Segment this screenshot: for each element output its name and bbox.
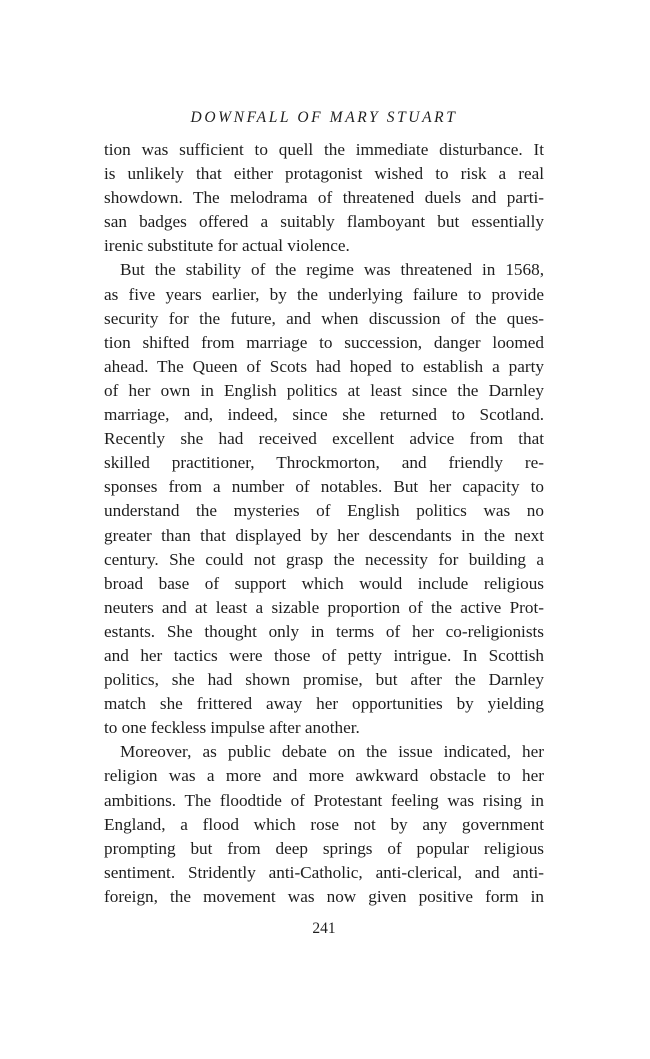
paragraph [104,740,544,909]
text-line: prompting but from deep springs of popular religious [104,838,544,858]
text-line: irenic substitute for actual violence. [104,236,350,256]
text-line: foreign, the movement was now given positive form in [104,886,544,906]
text-line: tion shifted from marriage to succession, danger loomed [104,332,544,352]
text-line: showdown. The melodrama of threatened duels and parti- [104,188,544,208]
text-line: But the stability of the regime was threatened in 1568, [120,260,544,280]
running-head: DOWNFALL OF MARY STUART [190,109,458,126]
text-line: Recently she had received excellent advice from that [104,429,544,449]
text-line: broad base of support which would include religious [104,573,544,593]
paragraph [104,258,544,740]
text-line: of her own in English politics at least since the Darnley [104,380,544,400]
text-line: politics, she had shown promise, but after the Darnley [104,670,544,690]
text-line: security for the future, and when discussion of the ques- [104,308,544,328]
text-line: estants. She thought only in terms of her co-religionists [104,621,544,641]
text-line: and her tactics were those of petty intrigue. In Scottish [104,645,544,665]
text-line: match she frittered away her opportunities by yielding [104,694,544,714]
text-line: understand the mysteries of English politics was no [104,501,544,521]
text-line: ambitions. The floodtide of Protestant feeling was rising in [104,790,544,810]
text-line: century. She could not grasp the necessity for building a [104,549,544,569]
text-line: marriage, and, indeed, since she returned to Scotland. [104,405,544,425]
text-line: ahead. The Queen of Scots had hoped to establish a party [104,356,544,376]
book-page [104,104,544,941]
page-number: 241 [312,920,336,937]
text-line: religion was a more and more awkward obstacle to her [104,766,544,786]
text-line: England, a flood which rose not by any government [104,814,544,834]
text-line: san badges offered a suitably flamboyant but essentially [104,212,544,232]
text-line: sentiment. Stridently anti-Catholic, anti-clerical, and anti- [104,862,544,882]
text-line: to one feckless impulse after another. [104,718,360,738]
text-line: Moreover, as public debate on the issue indicated, her [120,742,544,762]
text-line: as five years earlier, by the underlying failure to provide [104,284,544,304]
text-line: is unlikely that either protagonist wished to risk a real [104,164,544,184]
text-line: sponses from a number of notables. But her capacity to [104,477,544,497]
text-line: greater than that displayed by her descendants in the next [104,525,544,545]
text-line: skilled practitioner, Throckmorton, and friendly re- [104,453,544,473]
paragraph [104,138,544,258]
text-line: tion was sufficient to quell the immediate disturbance. It [104,140,544,159]
body-text [104,138,544,909]
text-line: neuters and at least a sizable proportion of the active Prot- [104,597,544,617]
